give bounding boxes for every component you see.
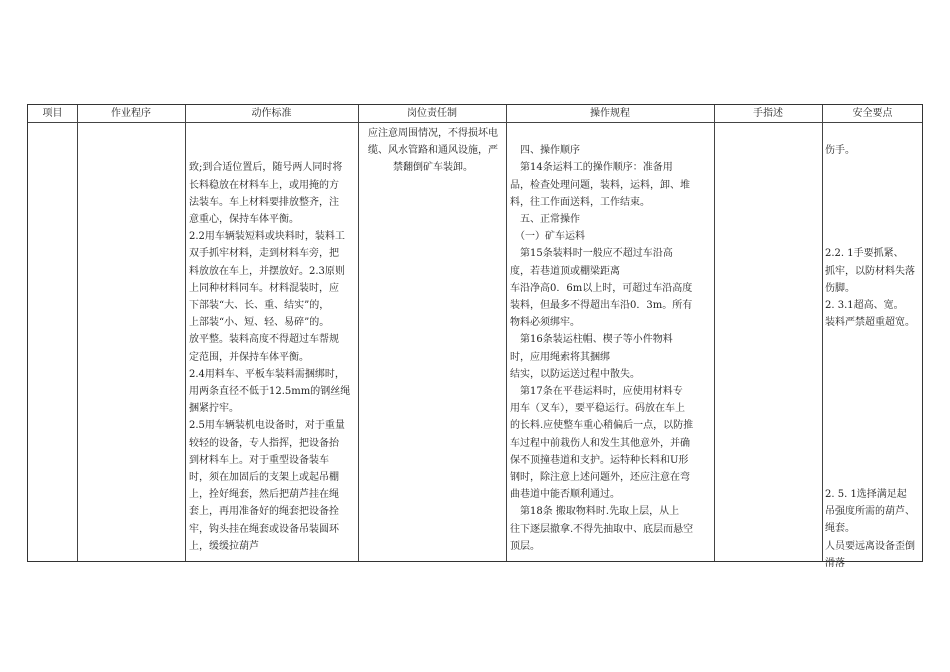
text-line: 伤脚。 [825,282,855,294]
text-line [189,142,357,159]
text-line: 捆紧拧牢。 [189,403,239,415]
header-divider [28,122,922,123]
text-line: 第18条 搬取物料时.先取上层，从上 [510,506,680,518]
text-line: 料，往工作面送料，工作结束。 [510,196,650,208]
text-line [825,159,922,176]
text-line: 上，缓缓拉葫芦 [189,540,259,552]
text-line: 到材料车上。对于重型设备装车 [189,454,329,466]
text-line: 保不顶撞巷道和支护。运特种长料和U形 [510,454,689,466]
column-divider [358,105,359,561]
column-divider [822,105,823,561]
text-line: 伤手。 [825,145,855,157]
text-line: 抓牢，以防材料失落 [825,265,915,277]
text-line [825,452,922,469]
cell-action-standard [189,125,357,555]
text-line: 第17条在平巷运料时，应使用材料专 [510,386,683,398]
text-line [825,417,922,434]
text-line: 应注意周围情况，不得损坏电 [368,128,498,139]
text-line: 双手抓牢材料，走到材料车旁，把 [189,248,339,260]
text-line: 度，若巷道顶或棚梁距离 [510,265,620,277]
text-line: 吊强度所需的葫芦、 [825,506,915,518]
text-line: 2.4用料车、平板车装料需捆绑时， [189,368,345,380]
text-line: 下部装“大、长、重、结实”的， [189,300,330,311]
text-line: 致;到合适位置后，随号两人同时将 [189,162,343,174]
text-line: 长料稳放在材料车上，或用掩的方 [189,179,339,191]
column-divider [714,105,715,561]
text-line [825,331,922,348]
column-divider [506,105,507,561]
text-line: 2. 3.1超高、宽。 [825,299,904,311]
header-operation-rules: 操作规程 [590,108,630,119]
text-line: 四、操作顺序 [510,145,580,157]
text-line: 第15条装料时一般应不超过车沿高 [510,248,673,260]
text-line [825,469,922,486]
text-line: 2.5用车辆装机电设备时，对于重量 [189,420,345,432]
text-line [825,349,922,366]
header-item: 项目 [42,108,63,119]
text-line: 上，拴好绳套，然后把葫芦挂在绳 [189,489,339,501]
text-line: 第14条运料工的操作顺序：准备用 [510,162,673,174]
text-line: 套上，再用准备好的绳套把设备拴 [189,506,339,518]
text-line: 结实，以防运送过程中散失。 [510,368,640,380]
text-line: 2.2用车辆装短料或块料时，装料工 [189,231,345,243]
text-line: 往下逐层撤拿.不得先抽取中、底层而悬空 [510,523,694,535]
text-line [825,400,922,417]
text-line: 时，应用绳索将其捆绑 [510,351,610,363]
text-line: 定范围，并保持车体平衡。 [189,351,309,363]
text-line [825,228,922,245]
text-line [825,366,922,383]
header-action-standard: 动作标准 [251,108,292,119]
text-line: 顶层。 [510,540,540,552]
header-procedure: 作业程序 [111,108,151,119]
text-line: （一）矿车运料 [510,231,585,243]
text-line: 钢时，除注意上述问题外，还应注意在弯 [510,472,690,484]
text-line: 2.2. 1手要抓紧、 [825,248,904,260]
column-divider [185,105,186,561]
text-line: 车过程中前栽伤人和发生其他意外，并确 [510,437,690,449]
text-line: 法装车。车上材料要排放整齐，注 [189,196,339,208]
text-line [825,177,922,194]
text-line: 物料必须绑牢。 [510,317,580,329]
text-line: 用车（叉车），要平稳运行。码放在车上 [510,403,685,415]
text-line: 较轻的设备，专人指挥，把设备抬 [189,437,339,449]
text-line: 人员要远离设备歪倒 [825,540,915,552]
cell-responsibility [362,125,504,177]
text-line: 上部装“小、短、轻、易碎”的。 [189,317,330,329]
text-line: 车沿净高0．6m以上时，可超过车沿高度 [510,282,693,294]
text-line: 牢，钩头挂在绳套或设备吊装圆环 [189,523,339,535]
text-line: 五、正常操作 [510,214,580,225]
cell-operation-rules [510,125,713,555]
text-line: 料放放在车上，并摆放好。2.3原则 [189,265,345,277]
text-line [825,434,922,451]
text-line [510,125,713,142]
text-line: 装料严禁超重超宽。 [825,317,915,329]
text-line [825,194,922,211]
text-line: 的长料.应使整车重心稍偏后一点，以防推 [510,420,694,432]
text-line: 意重心，保持车体平衡。 [189,213,299,225]
text-line: 禁翻倒矿车装卸。 [393,162,473,174]
text-line: 2. 5. 1选择满足起 [825,489,907,501]
text-line: 品，检查处理问题，装料，运料，卸、堆 [510,179,690,191]
column-divider [77,105,78,561]
header-responsibility: 岗位责任制 [407,108,457,119]
header-safety-points: 安全要点 [852,108,893,119]
text-line: 曲巷道中能否顺利通过。 [510,489,620,501]
text-line [825,211,922,228]
text-line: 缆、风水管路和通风设施，严 [368,145,498,157]
text-line: 装料，但最多不得超出车沿0．3m。所有 [510,300,693,312]
text-line [825,383,922,400]
text-line: 上同种材料同车。材料混装时，应 [189,282,339,294]
text-line: 第16条装运柱帽、楔子等小件物料 [510,334,673,346]
text-line: 滑落 [825,557,845,569]
text-line [825,125,922,142]
text-line: 用两条直径不低于12.5mm的钢丝绳 [189,386,351,398]
cell-safety-points [825,125,922,572]
procedure-table [27,104,923,569]
text-line: 时，须在加固后的支架上或起吊棚 [189,472,339,484]
header-hand-gesture: 手指述 [753,108,783,119]
text-line: 放平整。装料高度不得超过车帮规 [189,334,339,346]
text-line: 绳套。 [825,523,855,535]
text-line [189,125,357,142]
